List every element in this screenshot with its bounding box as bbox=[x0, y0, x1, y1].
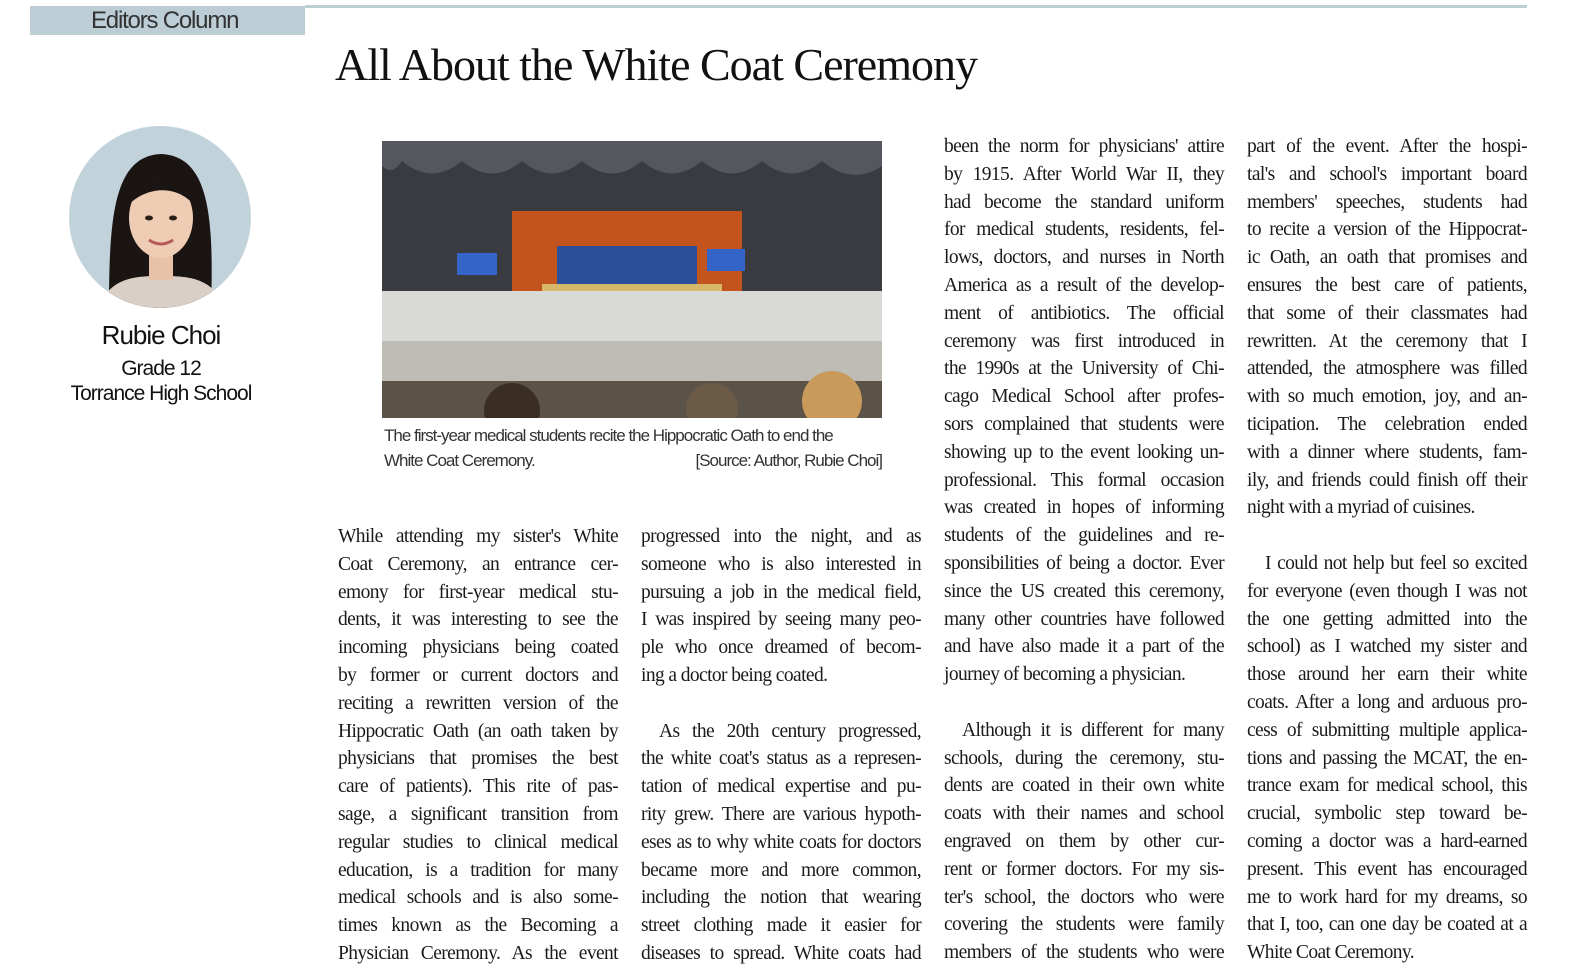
text-line: for everyone (even though I was not bbox=[1247, 580, 1527, 602]
text-line: Physician Ceremony. As the event bbox=[338, 942, 618, 964]
text-line: by 1915. After World War II, they bbox=[944, 163, 1224, 185]
text-line: lows, doctors, and nurses in North bbox=[944, 247, 1224, 269]
text-line: Although it is different for many bbox=[962, 719, 1224, 741]
text-line: the 1990s at the University of Chi- bbox=[944, 358, 1224, 380]
text-line: to recite a version of the Hippocrat- bbox=[1247, 219, 1527, 241]
text-line: that I, too, can one day be coated at a bbox=[1247, 914, 1527, 936]
text-line: and have also made it a part of the bbox=[944, 636, 1224, 658]
text-line: diseases to spread. White coats had bbox=[641, 942, 921, 964]
article-column-1 bbox=[338, 523, 618, 968]
text-line: had become the standard uniform bbox=[944, 191, 1224, 213]
text-line: rity grew. There are various hypoth- bbox=[641, 803, 921, 825]
paragraph-gap bbox=[1247, 522, 1527, 550]
text-line: cago Medical School after profes- bbox=[944, 386, 1224, 408]
text-line: with so much emotion, joy, and an- bbox=[1247, 386, 1527, 408]
text-line: sors complained that students were bbox=[944, 413, 1224, 435]
text-line: progressed into the night, and as bbox=[641, 526, 921, 547]
text-line: ic Oath, an oath that promises and bbox=[1247, 247, 1527, 269]
text-line: As the 20th century progressed, bbox=[659, 720, 921, 742]
section-label bbox=[30, 6, 305, 35]
text-line: tions and passing the MCAT, the en- bbox=[1247, 747, 1527, 769]
text-line: emony for first-year medical stu- bbox=[338, 581, 618, 603]
text-line: regular studies to clinical medical bbox=[338, 831, 618, 853]
text-line: ple who once dreamed of becom- bbox=[641, 637, 921, 659]
text-line: showing up to the event looking un- bbox=[944, 441, 1224, 463]
text-line: students of the guidelines and re- bbox=[944, 525, 1224, 547]
header-rule bbox=[305, 5, 1527, 8]
text-line: coats. After a long and arduous pro- bbox=[1247, 691, 1527, 713]
text-line: coming a doctor was a hard-earned bbox=[1247, 830, 1527, 852]
text-line: the one getting admitted into the bbox=[1247, 608, 1527, 630]
photo-caption: The first-year medical students recite the Hippocratic Oath to end the bbox=[384, 426, 833, 445]
article-column-2 bbox=[641, 523, 921, 968]
text-line: someone who is also interested in bbox=[641, 553, 921, 575]
text-line: I was inspired by seeing many peo- bbox=[641, 609, 921, 631]
paragraph-gap bbox=[641, 690, 921, 718]
text-line: by former or current doctors and bbox=[338, 664, 618, 686]
text-line: part of the event. After the hospi- bbox=[1247, 136, 1527, 157]
text-line: reciting a rewritten version of the bbox=[338, 692, 618, 714]
text-line: White Coat Ceremony. bbox=[1247, 942, 1415, 964]
text-line: ticipation. The celebration ended bbox=[1247, 413, 1527, 435]
text-line: cess of submitting multiple applica- bbox=[1247, 719, 1527, 741]
text-line: tal's and school's important board bbox=[1247, 163, 1527, 185]
text-line: those around her earn their white bbox=[1247, 664, 1527, 686]
text-line: the white coat's status as a represen- bbox=[641, 748, 921, 770]
text-line: been the norm for physicians' attire bbox=[944, 136, 1224, 157]
text-line: was created in hopes of informing bbox=[944, 497, 1224, 519]
photo-source: [Source: Author, Rubie Choi] bbox=[695, 451, 882, 470]
text-line: trance exam for medical school, this bbox=[1247, 775, 1527, 797]
text-line: including the notion that wearing bbox=[641, 887, 921, 909]
ceremony-photo bbox=[382, 141, 882, 418]
text-line: that some of their classmates had bbox=[1247, 302, 1527, 324]
text-line: with a dinner where students, fam- bbox=[1247, 441, 1527, 463]
text-line: engraved on them by other cur- bbox=[944, 830, 1224, 852]
text-line: professional. This formal occasion bbox=[944, 469, 1224, 491]
text-line: members of the students who were bbox=[944, 942, 1224, 964]
text-line: coats with their names and school bbox=[944, 803, 1224, 825]
text-line: became more and more common, bbox=[641, 859, 921, 881]
text-line: care of patients). This rite of pas- bbox=[338, 776, 618, 798]
text-line: ing a doctor being coated. bbox=[641, 664, 828, 686]
text-line: sage, a significant transition from bbox=[338, 803, 618, 825]
author-school: Torrance High School bbox=[70, 382, 252, 405]
text-line: times known as the Becoming a bbox=[338, 915, 618, 937]
text-line: many other countries have followed bbox=[944, 608, 1224, 630]
text-line: I could not help but feel so excited bbox=[1265, 552, 1527, 574]
text-line: incoming physicians being coated bbox=[338, 637, 618, 659]
section-label-text: Editors Column bbox=[91, 7, 239, 34]
text-line: ter's school, the doctors who were bbox=[944, 886, 1224, 908]
text-line: education, is a tradition for many bbox=[338, 859, 618, 881]
text-line: ceremony was first introduced in bbox=[944, 330, 1224, 352]
text-line: present. This event has encouraged bbox=[1247, 858, 1527, 880]
text-line: Coat Ceremony, an entrance cer- bbox=[338, 553, 618, 575]
article-column-3 bbox=[944, 133, 1224, 967]
text-line: me to work hard for my dreams, so bbox=[1247, 886, 1527, 908]
text-line: street clothing made it easier for bbox=[641, 915, 921, 937]
text-line: covering the students were family bbox=[944, 914, 1224, 936]
text-line: school) as I watched my sister and bbox=[1247, 636, 1527, 658]
text-line: Hippocratic Oath (an oath taken by bbox=[338, 720, 618, 742]
text-line: since the US created this ceremony, bbox=[944, 580, 1224, 602]
article-title: All About the White Coat Ceremony bbox=[335, 39, 977, 90]
text-line: sponsibilities of being a doctor. Ever bbox=[944, 552, 1224, 574]
text-line: eses as to why white coats for doctors bbox=[641, 831, 921, 853]
text-line: medical schools and is also some- bbox=[338, 887, 618, 909]
author-name: Rubie Choi bbox=[101, 320, 221, 350]
text-line: night with a myriad of cuisines. bbox=[1247, 497, 1475, 519]
text-line: journey of becoming a physician. bbox=[944, 664, 1186, 686]
text-line: rewritten. At the ceremony that I bbox=[1247, 330, 1527, 352]
text-line: physicians that promises the best bbox=[338, 748, 618, 770]
article-column-4 bbox=[1247, 133, 1527, 967]
text-line: While attending my sister's White bbox=[338, 526, 618, 547]
text-line: schools, during the ceremony, stu- bbox=[944, 747, 1224, 769]
text-line: attended, the atmosphere was filled bbox=[1247, 358, 1527, 380]
text-line: pursuing a job in the medical field, bbox=[641, 581, 921, 603]
text-line: dents, it was interesting to see the bbox=[338, 609, 618, 631]
author-grade: Grade 12 bbox=[121, 357, 201, 380]
text-line: for medical students, residents, fel- bbox=[944, 219, 1224, 241]
text-line: tation of medical expertise and pu- bbox=[641, 776, 921, 798]
paragraph-gap bbox=[944, 689, 1224, 717]
author-photo bbox=[69, 126, 251, 308]
text-line: ment of antibiotics. The official bbox=[944, 302, 1224, 324]
text-line: ily, and friends could finish off their bbox=[1247, 469, 1527, 491]
text-line: crucial, symbolic step toward be- bbox=[1247, 803, 1527, 825]
text-line: ensures the best care of patients, bbox=[1247, 274, 1527, 296]
photo-caption-line2: White Coat Ceremony. bbox=[384, 451, 535, 470]
text-line: rent or former doctors. For my sis- bbox=[944, 858, 1224, 880]
text-line: dents are coated in their own white bbox=[944, 775, 1224, 797]
text-line: members' speeches, students had bbox=[1247, 191, 1527, 213]
text-line: America as a result of the develop- bbox=[944, 274, 1224, 296]
